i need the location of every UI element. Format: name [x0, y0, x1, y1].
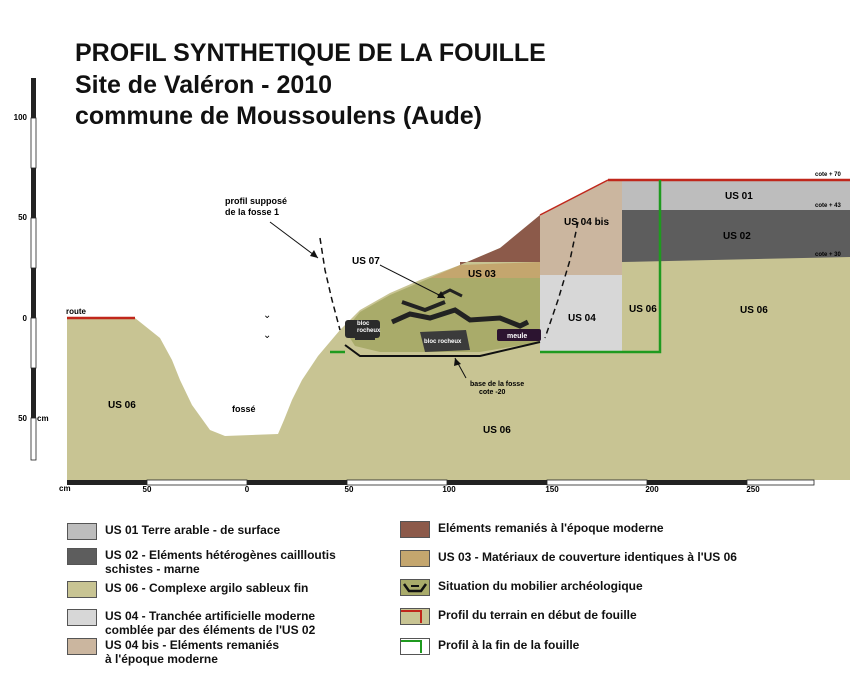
- legend-swatch-us02: [67, 548, 97, 565]
- label-meule: meule: [507, 333, 528, 340]
- legend-item-us04: [67, 609, 315, 637]
- title-line-2: Site de Valéron - 2010: [75, 71, 333, 99]
- supposed-profile-arrow: [270, 222, 318, 258]
- bottom-tick-200: 200: [645, 485, 659, 494]
- label-us04bis: US 04 bis: [564, 217, 610, 228]
- label-cote30: cote + 30: [815, 252, 841, 258]
- bottom-unit: cm: [59, 484, 71, 493]
- bottom-scale: [67, 480, 814, 485]
- label-profil-suppose: profil supposé de la fosse 1: [225, 196, 288, 217]
- left-tick-0: 0: [22, 314, 27, 323]
- legend-swatch-us01: [67, 523, 97, 540]
- remanie-layer: [460, 215, 540, 265]
- label-us02: US 02: [723, 231, 751, 242]
- supposed-pit-profile: [320, 238, 340, 330]
- legend-text-profil-fin: Profil à la fin de la fouille: [438, 638, 580, 652]
- legend-text-us06: US 06 - Complexe argilo sableux fin: [105, 581, 309, 595]
- legend-item-profil-debut: [400, 608, 637, 625]
- legend-text-us04: US 04 - Tranchée artificielle moderne comblée par des éléments de l'US 02: [105, 609, 316, 637]
- legend-text-mobilier: Situation du mobilier archéologique: [438, 579, 643, 593]
- legend-text-us03: US 03 - Matériaux de couverture identiques à l'US 06: [438, 550, 737, 564]
- legend-item-us02: [67, 548, 336, 576]
- label-cote70: cote + 70: [815, 172, 841, 178]
- label-bloc-2: bloc rocheux: [424, 339, 462, 345]
- legend-swatch-remanie: [400, 521, 430, 538]
- left-tick-minus50: 50: [18, 414, 27, 423]
- legend-item-remanie: [400, 521, 664, 538]
- legend-swatch-us06: [67, 581, 97, 598]
- legend-swatch-us03: [400, 550, 430, 567]
- label-us01: US 01: [725, 191, 753, 202]
- legend-text-us01: US 01 Terre arable - de surface: [105, 523, 281, 537]
- bottom-tick-100: 100: [442, 485, 456, 494]
- bottom-tick-0: 0: [244, 485, 250, 494]
- left-unit: cm: [37, 414, 49, 423]
- label-route: route: [66, 307, 86, 316]
- legend-item-us01: [67, 523, 280, 540]
- legend-item-us04bis: [67, 638, 279, 666]
- legend-swatch-us04bis: [67, 638, 97, 655]
- legend-swatch-us04: [67, 609, 97, 626]
- mark-1: ⌄: [263, 310, 272, 321]
- left-tick-50: 50: [18, 213, 27, 222]
- left-scale: [31, 78, 36, 460]
- label-us06-left: US 06: [108, 400, 136, 411]
- legend: [0, 515, 850, 700]
- bottom-tick-250: 250: [746, 485, 760, 494]
- legend-text-profil-debut: Profil du terrain en début de fouille: [438, 608, 637, 622]
- title-line-3: commune de Moussoulens (Aude): [75, 102, 482, 130]
- legend-item-us06: [67, 581, 308, 598]
- legend-swatch-mobilier: [400, 579, 430, 596]
- legend-text-us02: US 02 - Eléments hétérogènes caillloutis schistes - marne: [105, 548, 336, 576]
- label-us03: US 03: [468, 269, 496, 280]
- label-us04: US 04: [568, 313, 596, 324]
- mark-2: ⌄: [263, 330, 272, 341]
- label-us06-bottom: US 06: [483, 425, 511, 436]
- legend-swatch-profil-debut: [400, 608, 430, 625]
- bottom-tick-150: 150: [545, 485, 559, 494]
- legend-item-us03: [400, 550, 737, 567]
- label-fosse: fossé: [232, 404, 256, 414]
- label-us06-right: US 06: [740, 305, 768, 316]
- label-base-fosse: base de la fosse cote -20: [470, 381, 525, 396]
- legend-text-remanie: Eléments remaniés à l'époque moderne: [438, 521, 664, 535]
- title-line-1: PROFIL SYNTHETIQUE DE LA FOUILLE: [75, 39, 546, 67]
- left-tick-100: 100: [13, 113, 27, 122]
- bottom-tick-50a: 50: [142, 485, 152, 494]
- legend-swatch-profil-fin: [400, 638, 430, 655]
- label-bloc-1: bloc rocheux: [357, 321, 381, 334]
- legend-item-mobilier: [400, 579, 643, 596]
- label-cote43: cote + 43: [815, 203, 841, 209]
- legend-text-us04bis: US 04 bis - Eléments remaniés à l'époque moderne: [105, 638, 280, 666]
- legend-item-profil-fin: [400, 638, 579, 655]
- label-us06-mid: US 06: [629, 304, 657, 315]
- bottom-tick-50b: 50: [344, 485, 354, 494]
- label-us07: US 07: [352, 256, 380, 267]
